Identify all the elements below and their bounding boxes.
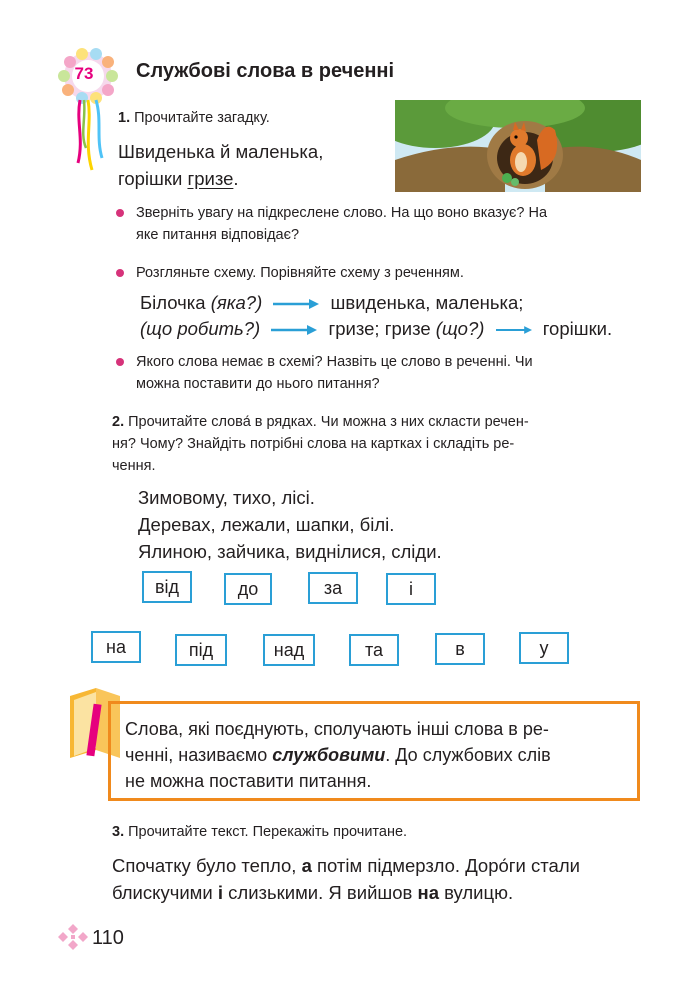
scheme-question: (яка?) — [210, 292, 263, 313]
arrow-right-icon — [271, 325, 317, 335]
word-card[interactable]: у — [519, 632, 569, 664]
word-card[interactable]: від — [142, 571, 192, 603]
rule-bold-term: службовими — [272, 745, 386, 765]
task1-number: 1. — [118, 110, 131, 126]
word-card[interactable]: та — [349, 634, 399, 666]
squirrel-tree-illustration — [395, 100, 641, 192]
task3-text — [112, 852, 652, 906]
service-word: і — [217, 882, 224, 903]
page-title: Службові слова в реченні — [136, 60, 395, 82]
word-card[interactable]: в — [435, 633, 485, 665]
scheme-result: гризе; — [328, 318, 380, 339]
bullet3-line2: можна поставити до нього питання? — [136, 376, 380, 392]
riddle-line2-prefix: горішки — [118, 168, 188, 189]
rule-line2 — [125, 742, 623, 768]
rule-box — [108, 701, 640, 801]
task3-text-part: слизькими. Я вийшов — [223, 882, 418, 903]
bullet1-line1: Зверніть увагу на підкреслене слово. На що воно вказує? На — [136, 205, 548, 221]
rule-line1: Слова, які поєднують, сполучають інші слова в ре- — [125, 719, 549, 739]
scheme-question: (що робить?) — [140, 318, 261, 339]
ornament-icon — [58, 924, 88, 950]
word-row: Деревах, лежали, шапки, білі. — [138, 514, 395, 535]
scheme-result: горішки. — [542, 318, 613, 339]
task2-line3: чення. — [112, 458, 156, 474]
word-card[interactable]: і — [386, 573, 436, 605]
bullet-icon — [116, 209, 124, 217]
word-card[interactable]: над — [263, 634, 315, 666]
word-row: Зимовому, тихо, лісі. — [138, 487, 315, 508]
scheme-question: (що?) — [435, 318, 485, 339]
task2-line1: Прочитайте слова́ в рядках. Чи можна з них скласти речен- — [128, 414, 529, 430]
riddle-line2-suffix: . — [233, 168, 239, 189]
task3-instruction — [112, 821, 407, 843]
task3-number: 3. — [112, 824, 125, 840]
bullet1-line2: яке питання відповідає? — [136, 227, 300, 243]
scheme-word-squirrel: Білочка — [140, 292, 206, 313]
task2-instruction — [112, 411, 652, 477]
rule-line3: не можна поставити питання. — [125, 771, 372, 791]
word-card[interactable]: до — [224, 573, 272, 605]
scheme-row2 — [140, 315, 612, 342]
bullet-icon — [116, 269, 124, 277]
arrow-right-icon — [273, 299, 319, 309]
word-card[interactable]: на — [91, 631, 141, 663]
service-word: а — [301, 855, 312, 876]
scheme-result: швиденька, маленька; — [330, 292, 524, 313]
riddle-line2 — [118, 165, 323, 192]
task3-text-part: потім підмерзло. Доро́ги стали — [311, 855, 580, 876]
underlined-word: гризе — [187, 168, 234, 189]
rule-line2-prefix: ченні, називаємо — [125, 745, 273, 765]
rule-line2-suffix: . До службових слів — [385, 745, 551, 765]
word-row: Ялиною, зайчика, виднілися, сліди. — [138, 541, 442, 562]
task3-text-part: вулицю. — [438, 882, 514, 903]
bullet2-text: Розгляньте схему. Порівняйте схему з реченням. — [136, 265, 464, 281]
word-rows — [138, 484, 442, 565]
scheme-row1 — [140, 289, 523, 316]
word-card[interactable]: за — [308, 572, 358, 604]
bullet-icon — [116, 358, 124, 366]
arrow-right-icon — [496, 325, 532, 335]
task1-instruction-text: Прочитайте загадку. — [134, 110, 270, 126]
lesson-number: 73 — [74, 64, 94, 83]
service-word: на — [417, 882, 439, 903]
task2-line2: ня? Чому? Знайдіть потрібні слова на картках і складіть ре- — [112, 436, 515, 452]
task3-text-part: Спочатку було тепло, — [112, 855, 302, 876]
word-card[interactable]: під — [175, 634, 227, 666]
page-number: 110 — [92, 927, 124, 949]
task2-number: 2. — [112, 414, 125, 430]
task3-text-part: блискучими — [112, 882, 218, 903]
riddle — [118, 138, 323, 192]
riddle-line1: Швиденька й маленька, — [118, 141, 324, 162]
task1-instruction — [118, 107, 270, 129]
bullet3-line1: Якого слова немає в схемі? Назвіть це слово в реченні. Чи — [136, 354, 533, 370]
task3-instruction-text: Прочитайте текст. Перекажіть прочитане. — [128, 824, 408, 840]
scheme-word: гризе — [384, 318, 431, 339]
bullet3-text — [136, 351, 646, 395]
bullet1-text — [136, 202, 646, 246]
